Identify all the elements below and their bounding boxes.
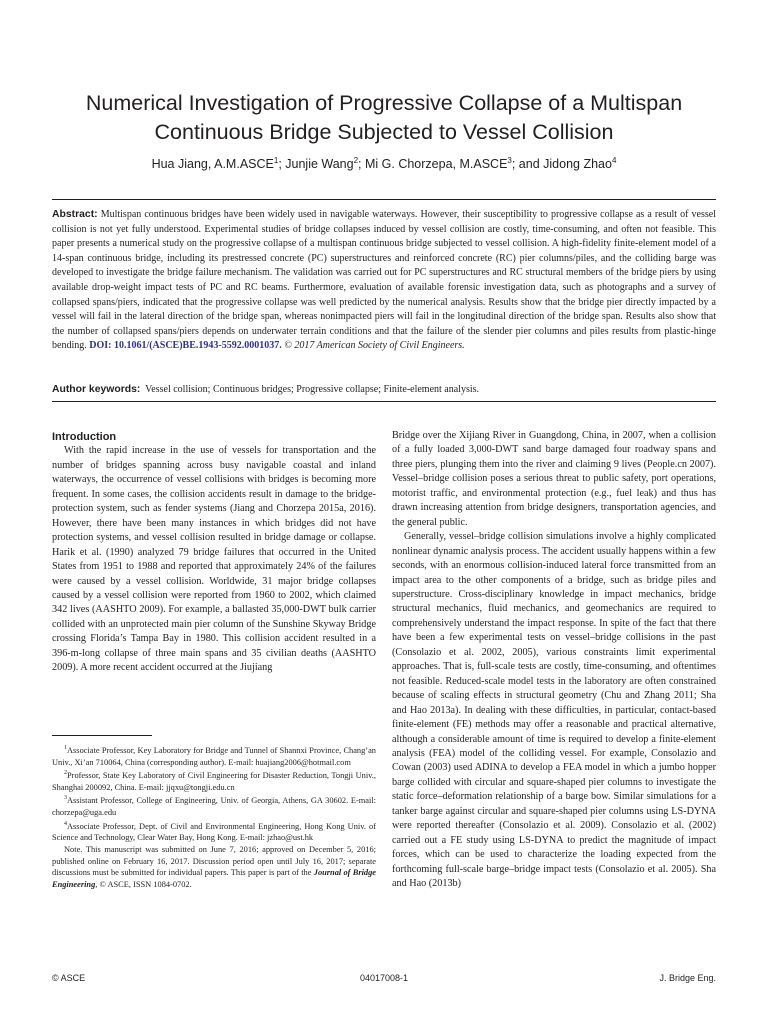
right-column <box>392 429 716 892</box>
keywords <box>52 383 716 397</box>
keywords-label: Author keywords: <box>52 384 141 395</box>
author: Jidong Zhao$^4$ <box>543 156 617 172</box>
author: Junjie Wang$^2$; <box>285 156 365 172</box>
paragraph: Bridge over the Xijiang River in Guangdong, China, in 2007, when a collision of a fully loaded 3,000-DWT sand barge damaged four roadway spans and three piers, plunging them into the river and claiming 9 lives (People.cn 2007). Vessel–bridge collision poses a serious threat to public safety, port operations, motorist traffic, and environmental protection (e.g., fuel leak) and thus has drawn increasing attention from bridge designers, transportation agencies, and the general public. <box>392 430 716 528</box>
footer-page-id: 04017008-1 <box>359 973 409 983</box>
paper-title: Numerical Investigation of Progressive Collapse of a Multispan Continuous Bridge Subjected to Vessel Collision <box>85 91 683 144</box>
abstract <box>52 208 716 354</box>
section-heading: Introduction <box>52 431 117 443</box>
abstract-label: Abstract: <box>52 209 98 220</box>
footnote-divider <box>52 735 152 736</box>
keywords-text: Vessel collision; Continuous bridges; Progressive collapse; Finite-element analysis. <box>145 384 480 395</box>
divider <box>52 199 716 200</box>
footnote: $^1$Associate Professor, Key Laboratory for Bridge and Tunnel of Shannxi Province, Chang’an Univ., Xi’an 710064, China (corresponding author). E-mail: huajiang2006@hotmail.com <box>52 745 376 767</box>
journal-name: Journal of Bridge Engineering <box>52 868 376 889</box>
divider <box>52 401 716 402</box>
footer-journal: J. Bridge Eng. <box>659 973 716 983</box>
footnote: $^4$Associate Professor, Dept. of Civil and Environmental Engineering, Hong Kong Univ. of Science and Technology, Clear Water Bay, Hong Kong. E-mail: jzhao@ust.hk <box>52 820 376 843</box>
manuscript-note: Note. This manuscript was submitted on June 7, 2016; approved on December 5, 2016; published online on February 16, 2017. Discussion period open until July 16, 2017; separate discussions must be submitted for individual papers. This paper is part of the Journal of Bridge Engineering, © ASCE, ISSN 1084-0702. <box>52 844 376 889</box>
paragraph: Generally, vessel–bridge collision simulations involve a highly complicated nonlinear dynamic analysis process. The accident usually happens within a few seconds, with an enormous collision-induced lateral force transmitted from an impact area to the other components of a bridge, such as bridge piles and superstructure. Cross-disciplinary knowledge in impact mechanics, bridge structural mechanics, fluid mechanics, and geomechanics are required to comprehensively understand the impact response. In spite of the fact that there have been a few experimental tests on vessel–bridge collisions in the past (Consolazio et al. 2002, 2005), various constraints limit experimental approaches. That is, full-scale tests are costly, time-consuming, and oftentimes not feasible. Reduced-scale model tests in the laboratory are often constrained because of scaling effects in structural geometry (Chu and Zhang 2011; Sha and Hao 2013a). In dealing with these difficulties, in particular, contact-based finite-element (FE) methods may offer a reasonable and practical alternative, although a considerable amount of time is required to develop a finite-element analysis (FEA) model of the colliding vessel. For example, Consolazio and Cowan (2003) used ADINA to develop a FEA model in which a jumbo hopper barge collided with circular and square-shaped pier columns to investigate the static force–deformation relationship of a barge bow. Similar simulations for a tanker barge against circular and square-shaped pier columns using LS-DYNA were reported thereafter (Consolazio et al. 2009). Consolazio et al. (2002) carried out a FE study using LS-DYNA to predict the magnitude of impact forces, which can be used to characterize the loading expected from the forthcoming full-scale barge–bridge impact tests (Consolazio et al. 2005). Sha and Hao (2013b) <box>392 531 716 890</box>
footer-left: © ASCE <box>52 973 86 983</box>
copyright: © 2017 American Society of Civil Engineers. <box>284 340 465 352</box>
doi-link[interactable]: DOI: 10.1061/(ASCE)BE.1943-5592.0001037. <box>89 340 282 352</box>
footnotes <box>52 743 376 891</box>
author: Hua Jiang, A.M.ASCE$^1$; <box>151 156 286 172</box>
abstract-text: Multispan continuous bridges have been widely used in navigable waterways. However, their susceptibility to progressive collapse as a result of vessel collision is not yet fully understood. Experimental studies of bridge collapses induced by vessel collision are costly, time-consuming, and often not feasible. This paper presents a numerical study on the progressive collapse of a multispan continuous bridge subjected to vessel collision. A high-fidelity finite-element model of a 14-span continuous bridge, including its prestressed concrete (PC) superstructures and reinforced concrete (RC) pier columns/piles, and the colliding barge was developed to investigate the bridge failure mechanism. The validation was carried out for PC superstructures and RC structural members of the bridge piers by using available drop-weight impact tests of PC and RC beams. Furthermore, evaluation of available forensic investigation data, such as photographs and a survey of collapsed spans/piers, indicated that the progressive collapse was well predicted by the numerical analysis. Results show that the bridge pier directly impacted by a vessel will fail in the lateral direction of the bridge span, whereas nonimpacted piers will fail in the longitudinal direction of the bridge span. Results also show that the number of collapsed spans/piers depends on underwater terrain conditions and that the failure of the slender pier columns and piles results from plastic-hinge bending. <box>52 209 716 352</box>
author: Mi G. Chorzepa, M.ASCE$^3$; and <box>365 156 544 172</box>
footnote: $^2$Professor, State Key Laboratory of Civil Engineering for Disaster Reduction, Tongji Univ., Shanghai 200092, China. E-mail: jjqxu@tongji.edu.cn <box>52 770 376 792</box>
author-list <box>40 153 728 172</box>
footnote: $^3$Assistant Professor, College of Engineering, Univ. of Georgia, Athens, GA 30602. E-mail: chorzepa@uga.edu <box>52 795 376 817</box>
paragraph: With the rapid increase in the use of vessels for transportation and the number of bridges spanning across busy navigable coastal and inland waterways, the occurrence of vessel collisions with bridges is becoming more frequent. In some cases, the collision accidents result in damage to the bridge-protection system, such as fender systems (Jiang and Chorzepa 2015a, 2016). However, there have been many instances in which bridges did not have protection systems, and vessel collision resulted in bridge damage or collapse. Harik et al. (1990) analyzed 79 bridge failures that occurred in the United States from 1951 to 1988 and reported that approximately 24% of the failures were caused by a vessel collision. Worldwide, 31 major bridge collapses caused by a vessel collision were reported from 1960 to 2002, which claimed 342 lives (AASHTO 2009). For example, a ballasted 35,000-DWT bulk carrier collided with an unprotected main pier column of the Sunshine Skyway Bridge crossing Florida’s Tampa Bay in 1980. This collision accident resulted in a 396-m-long collapse of three main spans and 35 civilian deaths (AASHTO 2009). A more recent accident occurred at the Jiujiang <box>52 445 376 674</box>
left-column <box>52 430 376 676</box>
